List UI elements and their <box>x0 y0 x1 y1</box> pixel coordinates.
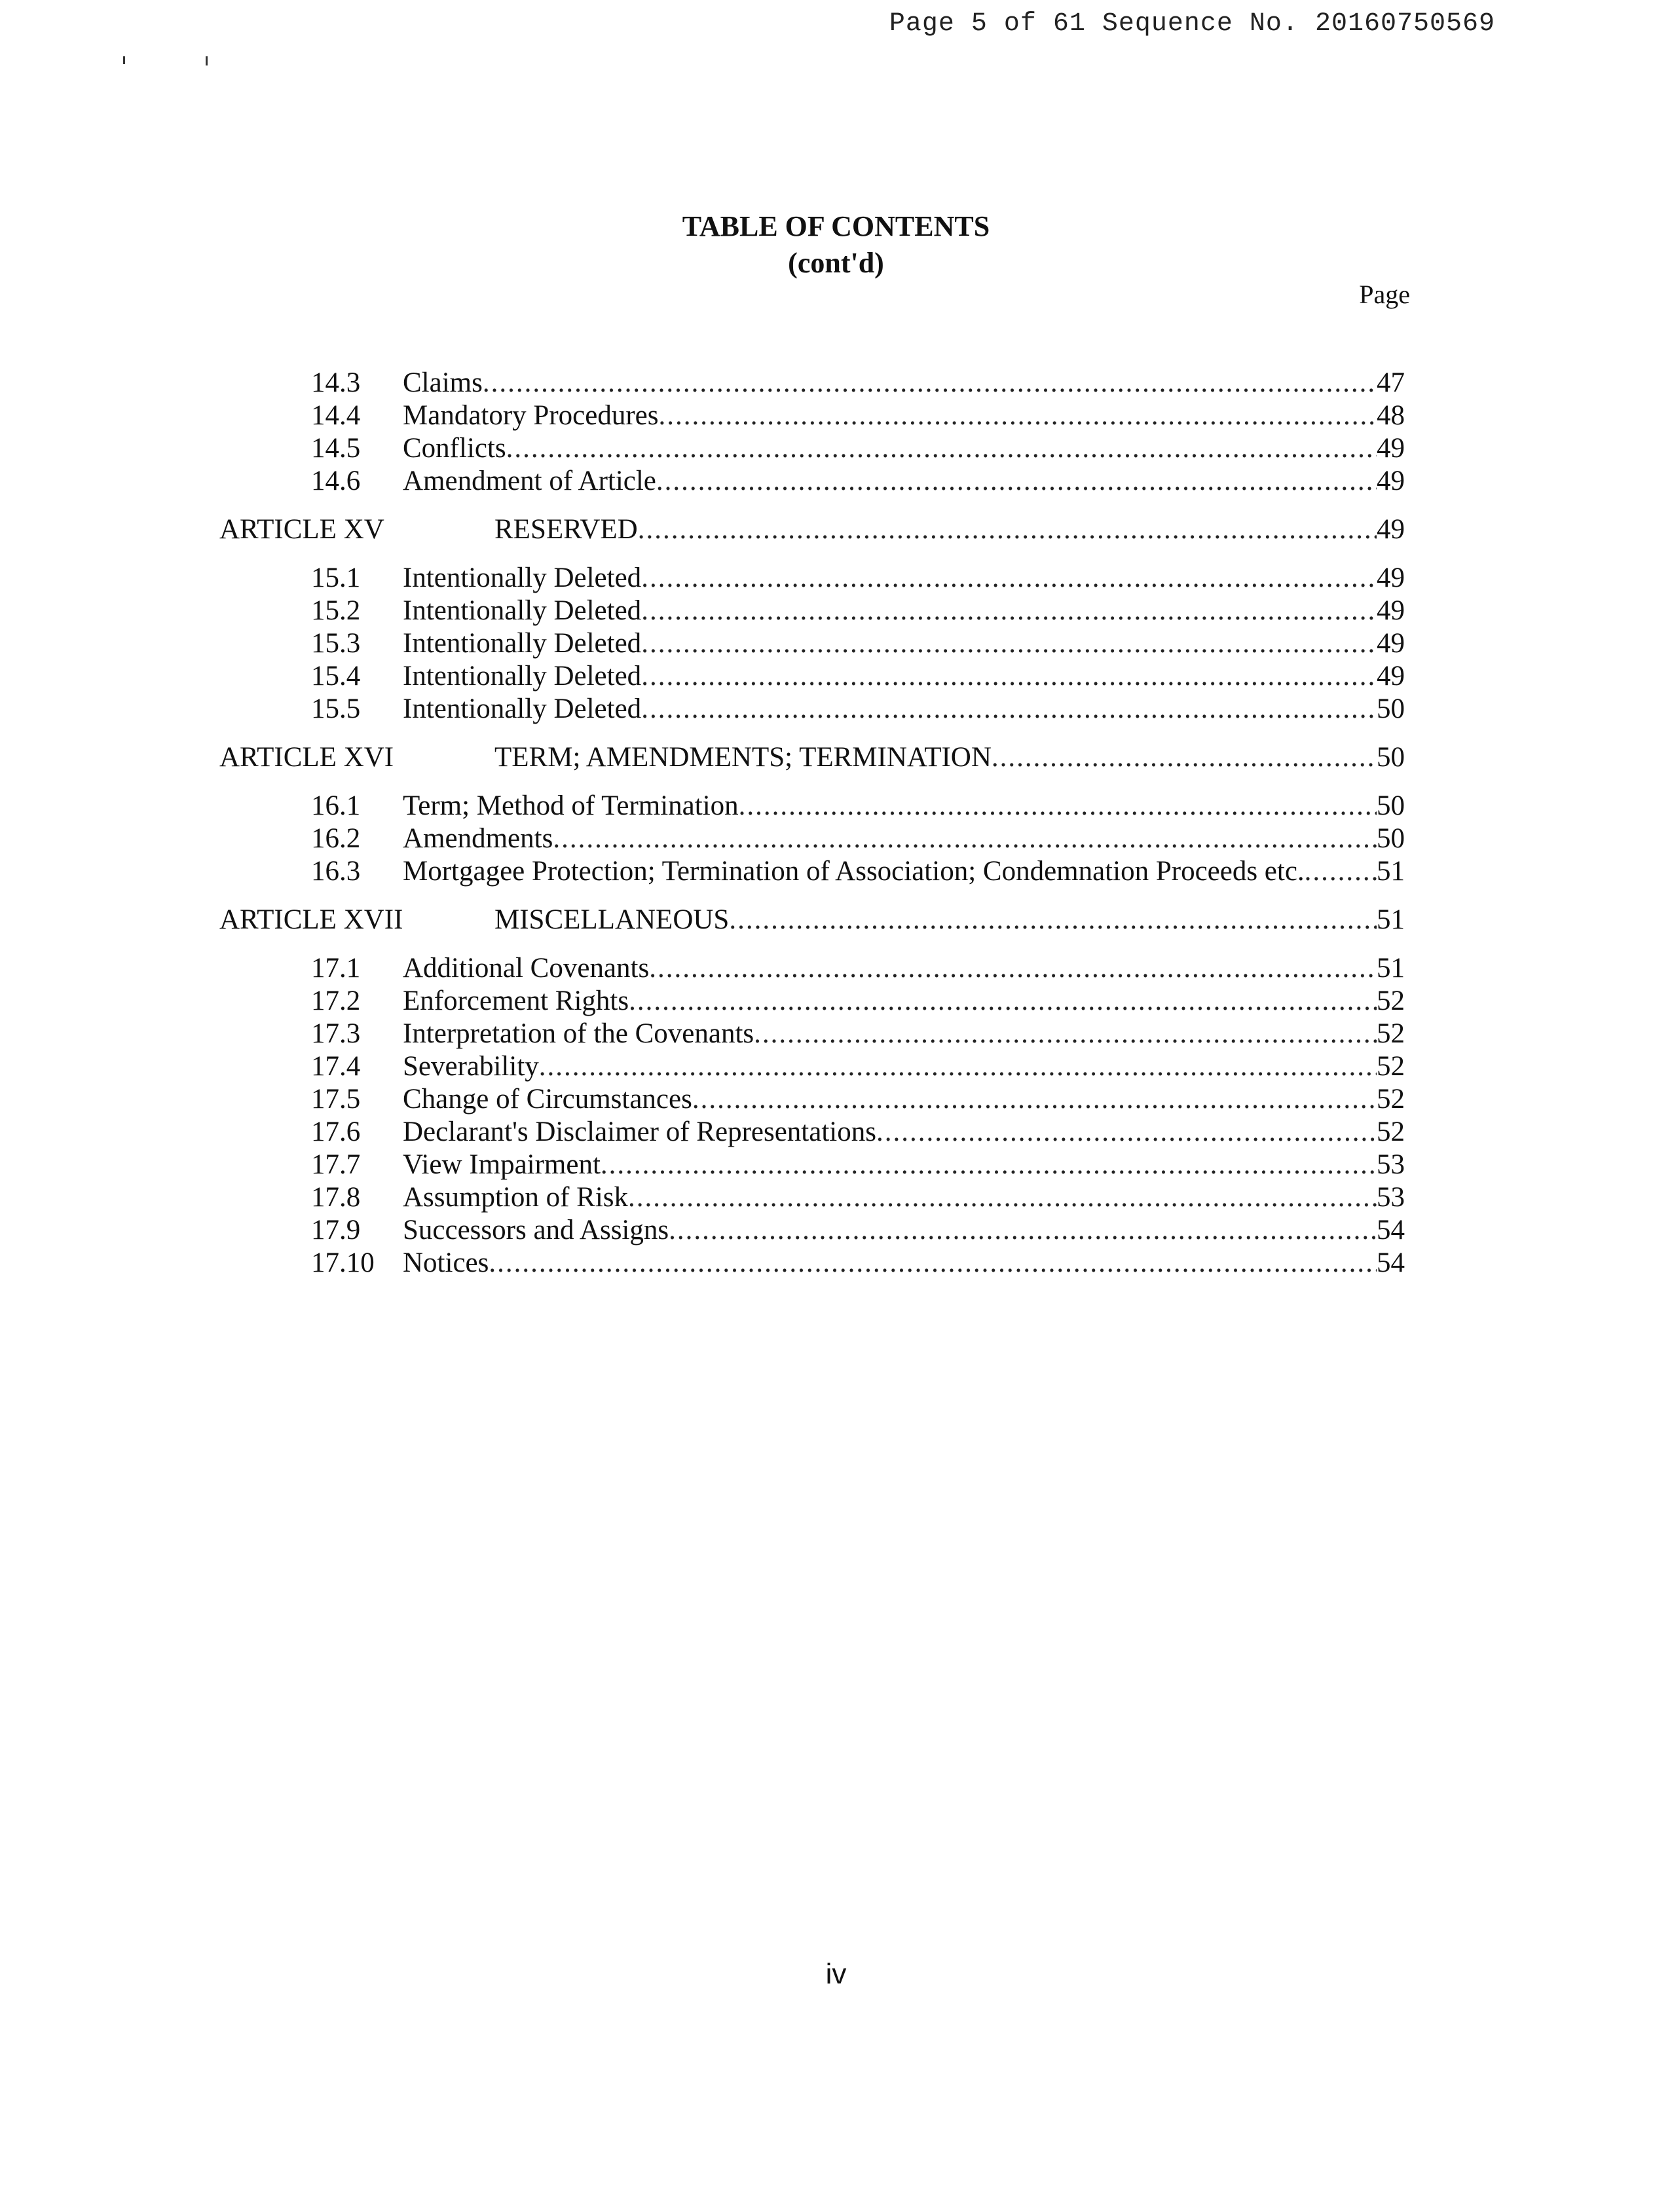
dot-leader <box>641 627 1377 660</box>
toc-entry <box>403 822 1405 855</box>
dot-leader <box>641 595 1377 627</box>
entry-title: Change of Circumstances <box>403 1084 692 1115</box>
dot-leader <box>658 399 1377 432</box>
section-number: 17.8 <box>311 1182 361 1213</box>
toc-section-row <box>219 660 1405 693</box>
entry-page-number: 53 <box>1377 1182 1405 1213</box>
entry-page-number: 50 <box>1377 823 1405 854</box>
entry-title: Intentionally Deleted <box>403 693 642 724</box>
toc-entry <box>403 1050 1405 1083</box>
footer-page-number: iv <box>825 1958 847 1990</box>
dot-leader <box>649 952 1377 985</box>
toc-section-row <box>219 595 1405 627</box>
entry-page-number: 51 <box>1377 856 1405 887</box>
entry-title: Assumption of Risk <box>403 1182 629 1213</box>
toc-entry <box>403 855 1405 888</box>
page-column-label: Page <box>1359 280 1410 309</box>
dot-leader <box>876 1116 1377 1149</box>
entry-page-number: 49 <box>1377 628 1405 659</box>
section-number: 15.1 <box>311 562 361 593</box>
toc-title-line1: TABLE OF CONTENTS <box>682 210 990 242</box>
section-number: 17.3 <box>311 1018 361 1049</box>
section-number: 17.4 <box>311 1051 361 1082</box>
section-number: 16.2 <box>311 823 361 854</box>
article-number: ARTICLE XVI <box>219 742 394 773</box>
toc-section-row <box>219 1247 1405 1280</box>
toc-entry <box>403 367 1405 399</box>
toc-section-row <box>219 693 1405 726</box>
section-number: 17.10 <box>311 1247 375 1278</box>
entry-page-number: 49 <box>1377 433 1405 464</box>
toc-entry <box>403 1116 1405 1149</box>
entry-page-number: 50 <box>1377 790 1405 821</box>
dot-leader <box>669 1214 1377 1247</box>
toc-section-row <box>219 1181 1405 1214</box>
toc-section-row <box>219 432 1405 465</box>
dot-leader <box>739 790 1377 822</box>
section-number: 15.5 <box>311 693 361 724</box>
entry-page-number: 52 <box>1377 1116 1405 1147</box>
toc-section-row <box>219 465 1405 498</box>
entry-title: Conflicts <box>403 433 506 464</box>
entry-page-number: 49 <box>1377 562 1405 593</box>
section-number: 17.5 <box>311 1084 361 1115</box>
toc-title-line2: (cont'd) <box>788 247 884 279</box>
toc-section-row <box>219 952 1405 985</box>
entry-title: Additional Covenants <box>403 953 650 984</box>
toc-entry <box>403 1083 1405 1116</box>
entry-title: Mandatory Procedures <box>403 400 659 431</box>
toc-entry <box>403 952 1405 985</box>
dot-leader <box>506 432 1377 465</box>
toc-section-row <box>219 1116 1405 1149</box>
toc-entry <box>403 432 1405 465</box>
entry-page-number: 54 <box>1377 1215 1405 1245</box>
dot-leader <box>656 465 1377 498</box>
entry-title: MISCELLANEOUS <box>494 904 730 935</box>
entry-page-number: 52 <box>1377 1084 1405 1115</box>
entry-title: Severability <box>403 1051 539 1082</box>
entry-title: Enforcement Rights <box>403 986 629 1016</box>
dot-leader <box>692 1083 1377 1116</box>
dot-leader <box>629 985 1377 1018</box>
toc-entry <box>403 1018 1405 1050</box>
dot-leader <box>641 660 1377 693</box>
entry-page-number: 49 <box>1377 466 1405 496</box>
section-number: 14.3 <box>311 367 361 398</box>
dot-leader <box>1305 855 1377 888</box>
entry-title: Claims <box>403 367 483 398</box>
dot-leader <box>489 1247 1377 1280</box>
section-number: 17.1 <box>311 953 361 984</box>
scan-mark <box>206 56 208 65</box>
toc-section-row <box>219 1083 1405 1116</box>
section-number: 17.9 <box>311 1215 361 1245</box>
toc-entry <box>403 399 1405 432</box>
dot-leader <box>754 1018 1377 1050</box>
entry-page-number: 48 <box>1377 400 1405 431</box>
entry-title: Mortgagee Protection; Termination of Association; Condemnation Proceeds etc. <box>403 856 1305 887</box>
entry-page-number: 49 <box>1377 661 1405 691</box>
article-number: ARTICLE XVII <box>219 904 403 935</box>
entry-page-number: 53 <box>1377 1149 1405 1180</box>
toc-section-row <box>219 399 1405 432</box>
entry-title: View Impairment <box>403 1149 601 1180</box>
section-number: 17.2 <box>311 986 361 1016</box>
dot-leader <box>601 1149 1377 1181</box>
section-number: 17.7 <box>311 1149 361 1180</box>
section-number: 14.4 <box>311 400 361 431</box>
entry-page-number: 51 <box>1377 904 1405 935</box>
article-number: ARTICLE XV <box>219 514 384 545</box>
toc-section-row <box>219 790 1405 822</box>
entry-title: Successors and Assigns <box>403 1215 669 1245</box>
toc-entry <box>403 1149 1405 1181</box>
dot-leader <box>539 1050 1377 1083</box>
entry-page-number: 50 <box>1377 742 1405 773</box>
toc-section-row <box>219 855 1405 888</box>
toc-entry <box>403 465 1405 498</box>
entry-page-number: 50 <box>1377 693 1405 724</box>
toc-entry <box>494 513 1405 546</box>
entry-title: Notices <box>403 1247 489 1278</box>
section-number: 14.5 <box>311 433 361 464</box>
entry-page-number: 54 <box>1377 1247 1405 1278</box>
toc-list <box>219 367 1405 1280</box>
section-number: 16.3 <box>311 856 361 887</box>
entry-title: TERM; AMENDMENTS; TERMINATION <box>494 742 992 773</box>
toc-entry <box>403 562 1405 595</box>
entry-title: Term; Method of Termination <box>403 790 739 821</box>
section-number: 15.2 <box>311 595 361 626</box>
entry-page-number: 52 <box>1377 986 1405 1016</box>
toc-entry <box>403 693 1405 726</box>
toc-entry <box>494 741 1405 774</box>
toc-section-row <box>219 562 1405 595</box>
entry-page-number: 49 <box>1377 595 1405 626</box>
entry-title: Intentionally Deleted <box>403 595 642 626</box>
dot-leader <box>628 1181 1377 1214</box>
toc-entry <box>403 660 1405 693</box>
toc-entry <box>403 627 1405 660</box>
dot-leader <box>729 904 1377 936</box>
toc-section-row <box>219 985 1405 1018</box>
toc-entry <box>403 1247 1405 1280</box>
toc-title <box>0 208 1672 282</box>
toc-section-row <box>219 1214 1405 1247</box>
toc-article-row <box>219 741 1405 774</box>
dot-leader <box>641 693 1377 726</box>
entry-title: Amendments <box>403 823 553 854</box>
dot-leader <box>992 741 1377 774</box>
dot-leader <box>641 562 1377 595</box>
toc-section-row <box>219 367 1405 399</box>
dot-leader <box>638 513 1377 546</box>
entry-title: Amendment of Article <box>403 466 656 496</box>
toc-article-row <box>219 513 1405 546</box>
section-number: 15.3 <box>311 628 361 659</box>
toc-entry <box>403 595 1405 627</box>
entry-title: Declarant's Disclaimer of Representations <box>403 1116 876 1147</box>
scan-mark <box>123 56 125 64</box>
section-number: 17.6 <box>311 1116 361 1147</box>
section-number: 16.1 <box>311 790 361 821</box>
entry-page-number: 51 <box>1377 953 1405 984</box>
toc-section-row <box>219 822 1405 855</box>
entry-page-number: 52 <box>1377 1051 1405 1082</box>
entry-page-number: 52 <box>1377 1018 1405 1049</box>
toc-entry <box>403 1214 1405 1247</box>
sequence-header: Page 5 of 61 Sequence No. 20160750569 <box>889 9 1495 39</box>
entry-title: Intentionally Deleted <box>403 661 642 691</box>
entry-title: Interpretation of the Covenants <box>403 1018 754 1049</box>
entry-title: Intentionally Deleted <box>403 562 642 593</box>
toc-section-row <box>219 1050 1405 1083</box>
toc-entry <box>403 985 1405 1018</box>
section-number: 14.6 <box>311 466 361 496</box>
entry-page-number: 49 <box>1377 514 1405 545</box>
section-number: 15.4 <box>311 661 361 691</box>
toc-entry <box>403 1181 1405 1214</box>
toc-section-row <box>219 627 1405 660</box>
toc-section-row <box>219 1149 1405 1181</box>
entry-page-number: 47 <box>1377 367 1405 398</box>
dot-leader <box>483 367 1377 399</box>
entry-title: RESERVED <box>494 514 638 545</box>
toc-article-row <box>219 904 1405 936</box>
toc-entry <box>403 790 1405 822</box>
entry-title: Intentionally Deleted <box>403 628 642 659</box>
dot-leader <box>553 822 1377 855</box>
toc-section-row <box>219 1018 1405 1050</box>
toc-entry <box>494 904 1405 936</box>
